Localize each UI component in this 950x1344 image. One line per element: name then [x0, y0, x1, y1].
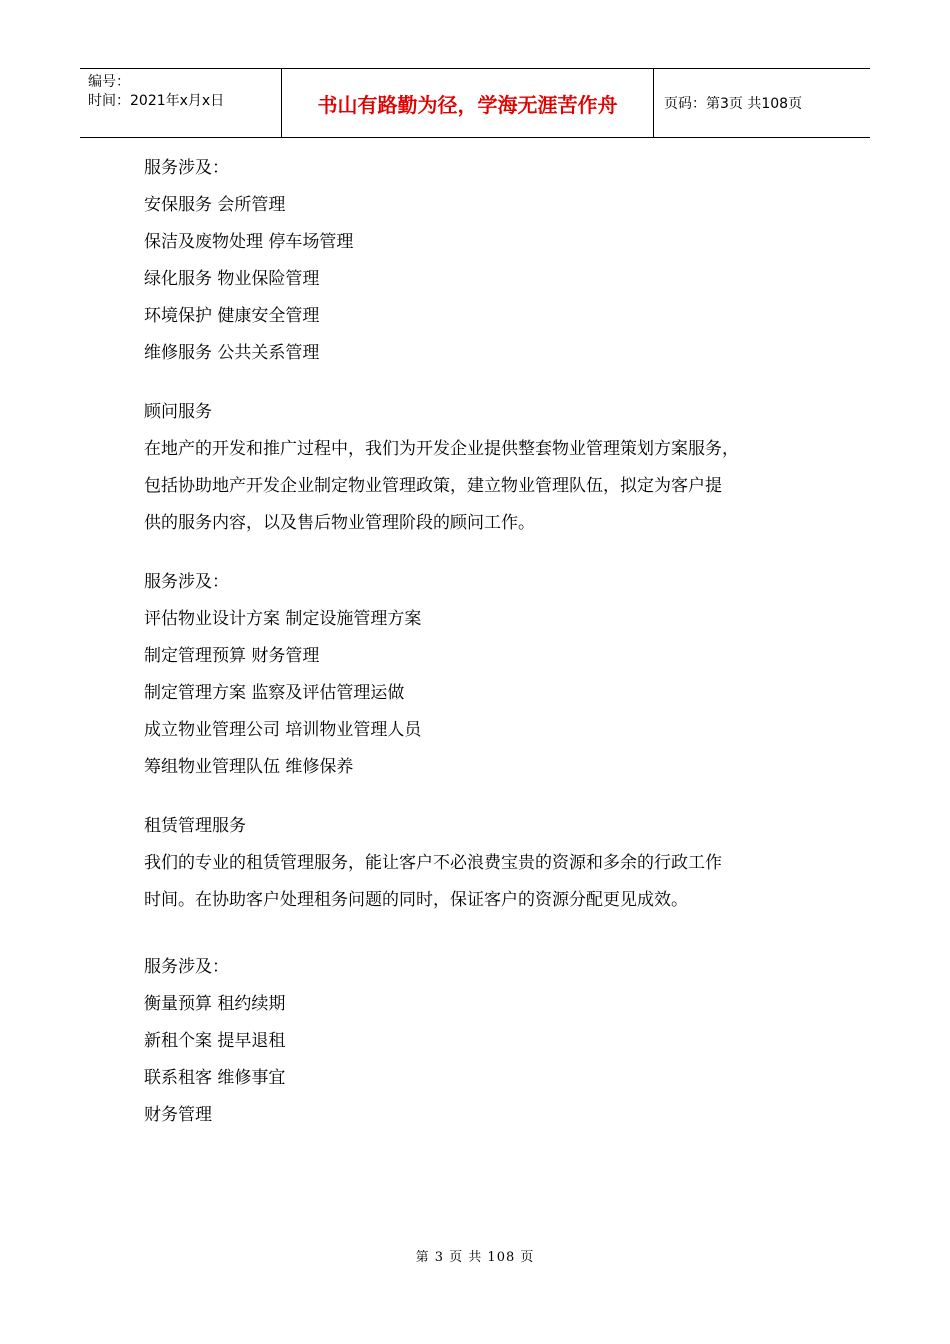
paragraph-line: 供的服务内容，以及售后物业管理阶段的顾问工作。: [144, 513, 535, 533]
service-item: 绿化服务 物业保险管理: [144, 269, 320, 289]
services-involved-heading: 服务涉及：: [144, 957, 229, 977]
paragraph-line: 在地产的开发和推广过程中，我们为开发企业提供整套物业管理策划方案服务，: [144, 439, 739, 459]
paragraph-line: 时间。在协助客户处理租务问题的同时，保证客户的资源分配更见成效。: [144, 890, 688, 910]
service-item: 维修服务 公共关系管理: [144, 343, 320, 363]
document-number-label: 编号：: [88, 74, 130, 90]
service-item: 保洁及废物处理 停车场管理: [144, 232, 354, 252]
service-item: 制定管理预算 财务管理: [144, 646, 320, 666]
service-item: 安保服务 会所管理: [144, 195, 286, 215]
document-body: [144, 150, 810, 1134]
page-footer: 第 3 页 共 108 页: [415, 1250, 535, 1265]
header-page-info: 页码：第3页 共108页: [664, 96, 803, 112]
service-item: 成立物业管理公司 培训物业管理人员: [144, 720, 422, 740]
spacer: [144, 542, 810, 564]
spacer: [144, 372, 810, 394]
service-item: 联系租客 维修事宜: [144, 1068, 286, 1088]
services-involved-heading: 服务涉及：: [144, 572, 229, 592]
services-involved-heading: 服务涉及：: [144, 158, 229, 178]
service-item: 环境保护 健康安全管理: [144, 306, 320, 326]
section-title-leasing: 租赁管理服务: [144, 816, 246, 836]
service-item: 制定管理方案 监察及评估管理运做: [144, 683, 405, 703]
service-item: 新租个案 提早退租: [144, 1031, 286, 1051]
paragraph-line: 我们的专业的租赁管理服务，能让客户不必浪费宝贵的资源和多余的行政工作: [144, 853, 722, 873]
document-time: 时间：2021年x月x日: [88, 93, 225, 109]
page-header: [80, 68, 870, 138]
paragraph-line: 包括协助地产开发企业制定物业管理政策，建立物业管理队伍，拟定为客户提: [144, 476, 722, 496]
service-item: 财务管理: [144, 1105, 212, 1125]
service-item: 衡量预算 租约续期: [144, 994, 286, 1014]
section-title-consulting: 顾问服务: [144, 402, 212, 422]
header-motto: 书山有路勤为径，学海无涯苦作舟: [282, 69, 654, 137]
spacer: [144, 919, 810, 949]
service-item: 评估物业设计方案 制定设施管理方案: [144, 609, 422, 629]
spacer: [144, 786, 810, 808]
service-item: 筹组物业管理队伍 维修保养: [144, 757, 354, 777]
header-meta: [80, 69, 282, 137]
